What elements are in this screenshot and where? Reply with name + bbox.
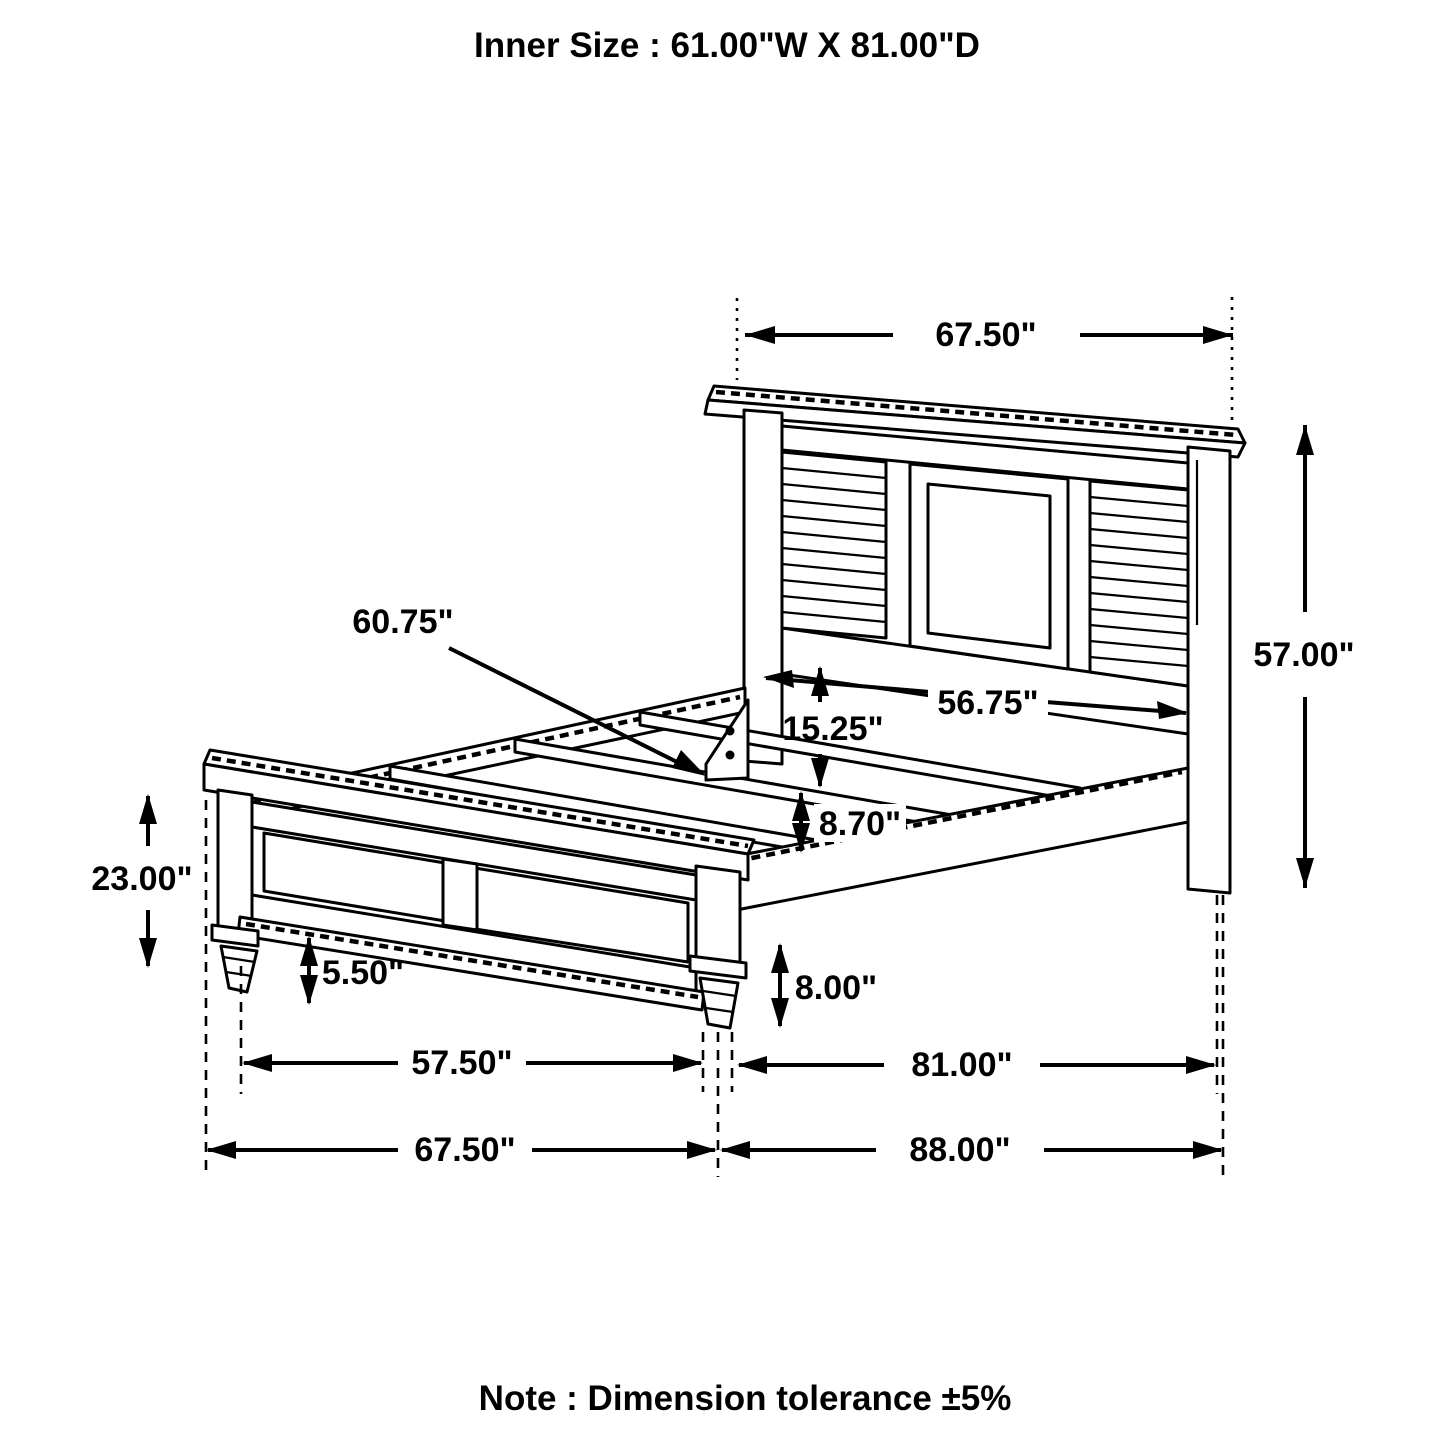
- arrowhead-up: [1296, 425, 1314, 455]
- louver-panel-left: [782, 452, 886, 638]
- arrowhead-up: [771, 943, 789, 973]
- louver-panel-right: [1090, 481, 1188, 686]
- arrowhead-down: [139, 938, 157, 968]
- dim-slat-length: 60.75": [352, 603, 454, 641]
- arrowhead-down: [771, 998, 789, 1028]
- footboard-left-post: [218, 790, 252, 932]
- dim-headboard-inner-width: 56.75": [937, 684, 1039, 722]
- dim-headboard-width: 67.50": [935, 316, 1037, 354]
- arrowhead-left: [720, 1141, 750, 1159]
- bun-foot-left: [221, 946, 257, 992]
- inner-size-title: Inner Size : 61.00"W X 81.00"D: [474, 26, 980, 65]
- arrowhead-right: [1203, 326, 1233, 344]
- dim-slat-to-rail-height: 8.70": [818, 805, 902, 843]
- arrowhead-down: [811, 758, 829, 788]
- dim-headboard-height: 57.00": [1253, 636, 1355, 674]
- dim-footboard-height: 23.00": [91, 860, 193, 898]
- dim-rail-bottom-clearance: 8.00": [794, 969, 878, 1007]
- arrowhead-right: [687, 1141, 717, 1159]
- arrowhead-down: [1296, 858, 1314, 888]
- arrowhead-left: [206, 1141, 236, 1159]
- bun-foot-right: [700, 978, 738, 1028]
- arrowhead-left: [737, 1056, 767, 1074]
- bracket-screw-hole: [726, 727, 735, 736]
- arrowhead-down: [300, 975, 318, 1005]
- headboard-left-post: [744, 410, 782, 764]
- footboard-center-stile: [443, 859, 477, 930]
- center-panel-inner: [928, 484, 1050, 648]
- footboard-right-post: [696, 866, 740, 964]
- dim-headboard-bottom-to-slat: 15.25": [782, 710, 884, 748]
- tolerance-note: Note : Dimension tolerance ±5%: [478, 1379, 1012, 1418]
- arrowhead-right: [673, 1054, 703, 1072]
- arrowhead-up: [139, 794, 157, 824]
- dim-rail-inner-depth: 81.00": [911, 1046, 1013, 1084]
- dim-footboard-bottom-clearance: 5.50": [321, 954, 405, 992]
- dim-overall-depth: 88.00": [909, 1131, 1011, 1169]
- arrowhead-right: [1186, 1056, 1216, 1074]
- headboard-right-post: [1188, 447, 1230, 893]
- arrowhead-left: [745, 326, 775, 344]
- arrowhead-right: [1193, 1141, 1223, 1159]
- bracket-screw-hole: [726, 751, 735, 760]
- dim-footboard-width: 67.50": [414, 1131, 516, 1169]
- dim-footboard-inner-width: 57.50": [411, 1044, 513, 1082]
- arrowhead-left: [242, 1054, 272, 1072]
